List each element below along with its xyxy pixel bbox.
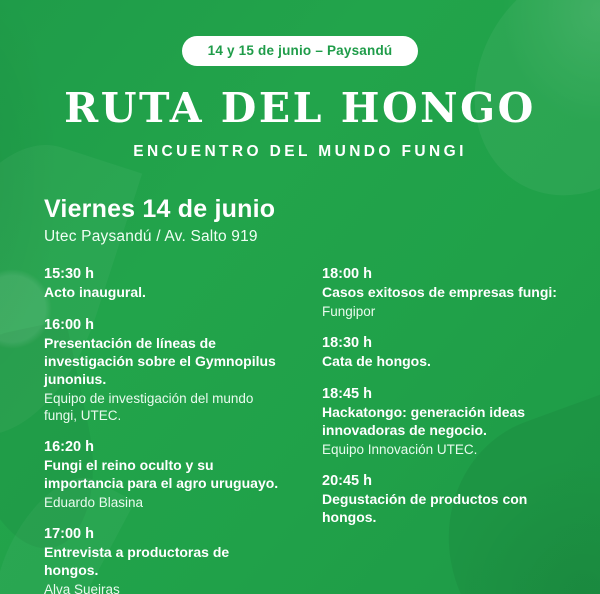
- schedule-item: [44, 526, 286, 594]
- schedule-item: [322, 473, 564, 527]
- schedule-time: 20:45 h: [322, 473, 372, 490]
- venue-text: Utec Paysandú / Av. Salto 919: [44, 228, 258, 245]
- poster-content: [0, 36, 600, 594]
- schedule-time: 18:00 h: [322, 266, 372, 282]
- schedule-description: Entrevista a productoras de hongos.: [44, 544, 230, 579]
- schedule-description: Casos exitosos de empresas fungi:: [322, 284, 557, 300]
- schedule-item: [44, 439, 286, 511]
- schedule-time: 16:00 h: [44, 316, 94, 333]
- page-subtitle: ENCUENTRO DEL MUNDO FUNGI: [133, 143, 467, 160]
- schedule-description: Cata de hongos.: [322, 353, 431, 370]
- schedule-speaker: Eduardo Blasina: [44, 494, 144, 510]
- schedule-speaker: Alva Sueiras: [44, 582, 120, 594]
- schedule-speaker: Equipo de investigación del mundo fungi, UTEC.: [44, 390, 254, 423]
- schedule-description: Fungi el reino oculto y su importancia para el agro uruguayo.: [44, 457, 279, 492]
- day-header: [44, 195, 600, 246]
- schedule-column-left: [44, 266, 286, 594]
- schedule-time: 18:45 h: [322, 386, 372, 403]
- day-title: Viernes 14 de junio: [44, 195, 276, 223]
- schedule-item: [322, 386, 564, 458]
- schedule-description: Acto inaugural.: [44, 284, 146, 300]
- schedule-time: 17:00 h: [44, 526, 94, 543]
- schedule-time: 16:20 h: [44, 439, 94, 456]
- schedule-item: [44, 266, 286, 302]
- schedule-time: 15:30 h: [44, 266, 94, 282]
- schedule-time: 18:30 h: [322, 335, 372, 352]
- schedule-description: Hackatongo: generación ideas innovadoras de negocio.: [322, 404, 526, 438]
- schedule-description: Presentación de líneas de investigación sobre el Gymnopilus junonius.: [44, 334, 276, 387]
- schedule-speaker: Fungipor: [322, 303, 376, 319]
- schedule-item: [322, 335, 564, 371]
- schedule-speaker: Equipo Innovación UTEC.: [322, 441, 478, 457]
- schedule-column-right: [322, 266, 564, 594]
- schedule-item: [322, 266, 564, 320]
- schedule-item: [44, 317, 286, 424]
- event-date-badge: 14 y 15 de junio – Paysandú: [182, 36, 419, 66]
- page-title: RUTA DEL HONGO: [64, 84, 536, 132]
- schedule-description: Degustación de productos con hongos.: [322, 491, 528, 526]
- schedule-columns: [44, 266, 564, 594]
